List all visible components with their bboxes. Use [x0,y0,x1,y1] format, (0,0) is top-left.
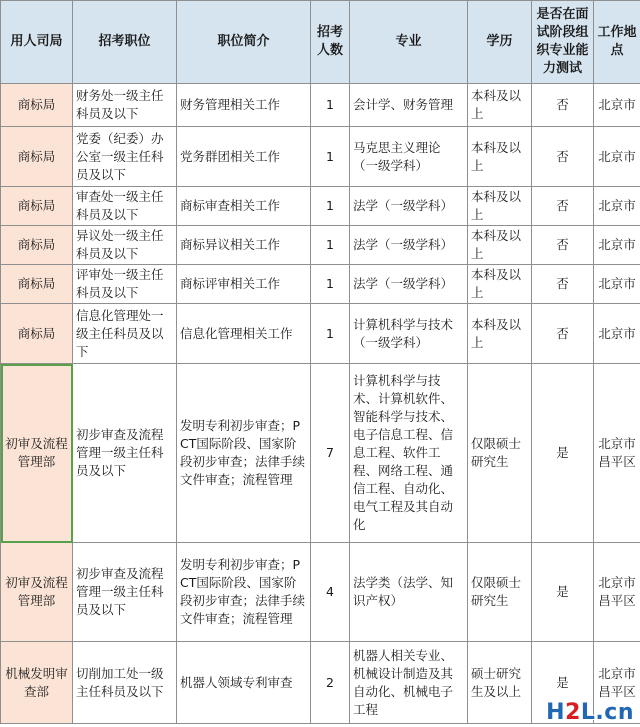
cell-education[interactable]: 本科及以上 [468,84,532,127]
cell-position[interactable]: 初步审查及流程管理一级主任科员及以下 [73,543,177,642]
cell-intro[interactable]: 信息化管理相关工作 [177,304,311,364]
header-row [1,1,640,84]
cell-location[interactable]: 北京市 [594,84,640,127]
cell-org[interactable]: 机械发明审查部 [1,642,73,724]
cell-org[interactable]: 商标局 [1,226,73,265]
cell-org[interactable]: 商标局 [1,84,73,127]
cell-education[interactable]: 本科及以上 [468,226,532,265]
table-row [1,127,640,187]
cell-count[interactable]: 2 [311,642,350,724]
cell-position[interactable]: 审查处一级主任科员及以下 [73,187,177,226]
cell-position[interactable]: 党委（纪委）办公室一级主任科员及以下 [73,127,177,187]
cell-count[interactable]: 1 [311,304,350,364]
table-row [1,84,640,127]
cell-count[interactable]: 1 [311,84,350,127]
cell-test[interactable]: 否 [532,84,594,127]
cell-intro[interactable]: 机器人领域专利审查 [177,642,311,724]
cell-major[interactable]: 计算机科学与技术、计算机软件、智能科学与技术、电子信息工程、信息工程、软件工程、网络工程、通信工程、自动化、电气工程及其自动化 [350,364,468,543]
header-education: 学历 [468,1,532,84]
header-count: 招考人数 [311,1,350,84]
cell-count[interactable]: 4 [311,543,350,642]
table-row [1,304,640,364]
header-major: 专业 [350,1,468,84]
table-row [1,642,640,724]
cell-intro[interactable]: 商标异议相关工作 [177,226,311,265]
cell-org[interactable]: 商标局 [1,265,73,304]
cell-location[interactable]: 北京市昌平区 [594,642,640,724]
cell-org[interactable]: 初审及流程管理部 [1,543,73,642]
table-row [1,187,640,226]
cell-count[interactable]: 1 [311,226,350,265]
cell-location[interactable]: 北京市昌平区 [594,364,640,543]
watermark-part-3: L.cn [580,700,634,725]
cell-org[interactable]: 商标局 [1,187,73,226]
cell-education[interactable]: 本科及以上 [468,187,532,226]
cell-education[interactable]: 仅限硕士研究生 [468,543,532,642]
cell-education[interactable]: 本科及以上 [468,127,532,187]
cell-major[interactable]: 法学类（法学、知识产权） [350,543,468,642]
cell-org[interactable]: 初审及流程管理部 [1,364,73,543]
cell-major[interactable]: 机器人相关专业、机械设计制造及其自动化、机械电子工程 [350,642,468,724]
table-row [1,543,640,642]
cell-major[interactable]: 法学（一级学科） [350,226,468,265]
table-row [1,265,640,304]
cell-education[interactable]: 仅限硕士研究生 [468,364,532,543]
cell-intro[interactable]: 发明专利初步审查；PCT国际阶段、国家阶段初步审查；法律手续文件审查；流程管理 [177,364,311,543]
cell-location[interactable]: 北京市 [594,127,640,187]
cell-test[interactable]: 否 [532,187,594,226]
cell-position[interactable]: 切削加工处一级主任科员及以下 [73,642,177,724]
cell-intro[interactable]: 商标审查相关工作 [177,187,311,226]
header-org: 用人司局 [1,1,73,84]
cell-intro[interactable]: 发明专利初步审查；PCT国际阶段、国家阶段初步审查；法律手续文件审查；流程管理 [177,543,311,642]
header-test: 是否在面试阶段组织专业能力测试 [532,1,594,84]
cell-test[interactable]: 是 [532,543,594,642]
watermark-part-2: 2 [565,700,581,725]
cell-major[interactable]: 马克思主义理论（一级学科） [350,127,468,187]
cell-test[interactable]: 是 [532,364,594,543]
header-intro: 职位简介 [177,1,311,84]
cell-education[interactable]: 硕士研究生及以上 [468,642,532,724]
table-row [1,226,640,265]
watermark-part-1: H [546,700,566,725]
cell-major[interactable]: 法学（一级学科） [350,265,468,304]
cell-location[interactable]: 北京市 [594,187,640,226]
cell-count[interactable]: 1 [311,265,350,304]
table-row [1,364,640,543]
cell-education[interactable]: 本科及以上 [468,265,532,304]
cell-test[interactable]: 否 [532,226,594,265]
cell-major[interactable]: 法学（一级学科） [350,187,468,226]
cell-test[interactable]: 是 [532,642,594,724]
site-watermark-logo [546,700,634,725]
header-position: 招考职位 [73,1,177,84]
cell-intro[interactable]: 党务群团相关工作 [177,127,311,187]
cell-count[interactable]: 1 [311,127,350,187]
cell-intro[interactable]: 财务管理相关工作 [177,84,311,127]
cell-education[interactable]: 本科及以上 [468,304,532,364]
cell-location[interactable]: 北京市昌平区 [594,543,640,642]
cell-position[interactable]: 信息化管理处一级主任科员及以下 [73,304,177,364]
cell-major[interactable]: 计算机科学与技术（一级学科） [350,304,468,364]
cell-major[interactable]: 会计学、财务管理 [350,84,468,127]
cell-location[interactable]: 北京市 [594,304,640,364]
cell-count[interactable]: 1 [311,187,350,226]
cell-position[interactable]: 异议处一级主任科员及以下 [73,226,177,265]
cell-org[interactable]: 商标局 [1,304,73,364]
cell-position[interactable]: 评审处一级主任科员及以下 [73,265,177,304]
cell-test[interactable]: 否 [532,304,594,364]
cell-position[interactable]: 财务处一级主任科员及以下 [73,84,177,127]
cell-position[interactable]: 初步审查及流程管理一级主任科员及以下 [73,364,177,543]
cell-count[interactable]: 7 [311,364,350,543]
header-location: 工作地点 [594,1,640,84]
cell-intro[interactable]: 商标评审相关工作 [177,265,311,304]
cell-test[interactable]: 否 [532,265,594,304]
cell-location[interactable]: 北京市 [594,226,640,265]
cell-org[interactable]: 商标局 [1,127,73,187]
cell-location[interactable]: 北京市 [594,265,640,304]
cell-test[interactable]: 否 [532,127,594,187]
